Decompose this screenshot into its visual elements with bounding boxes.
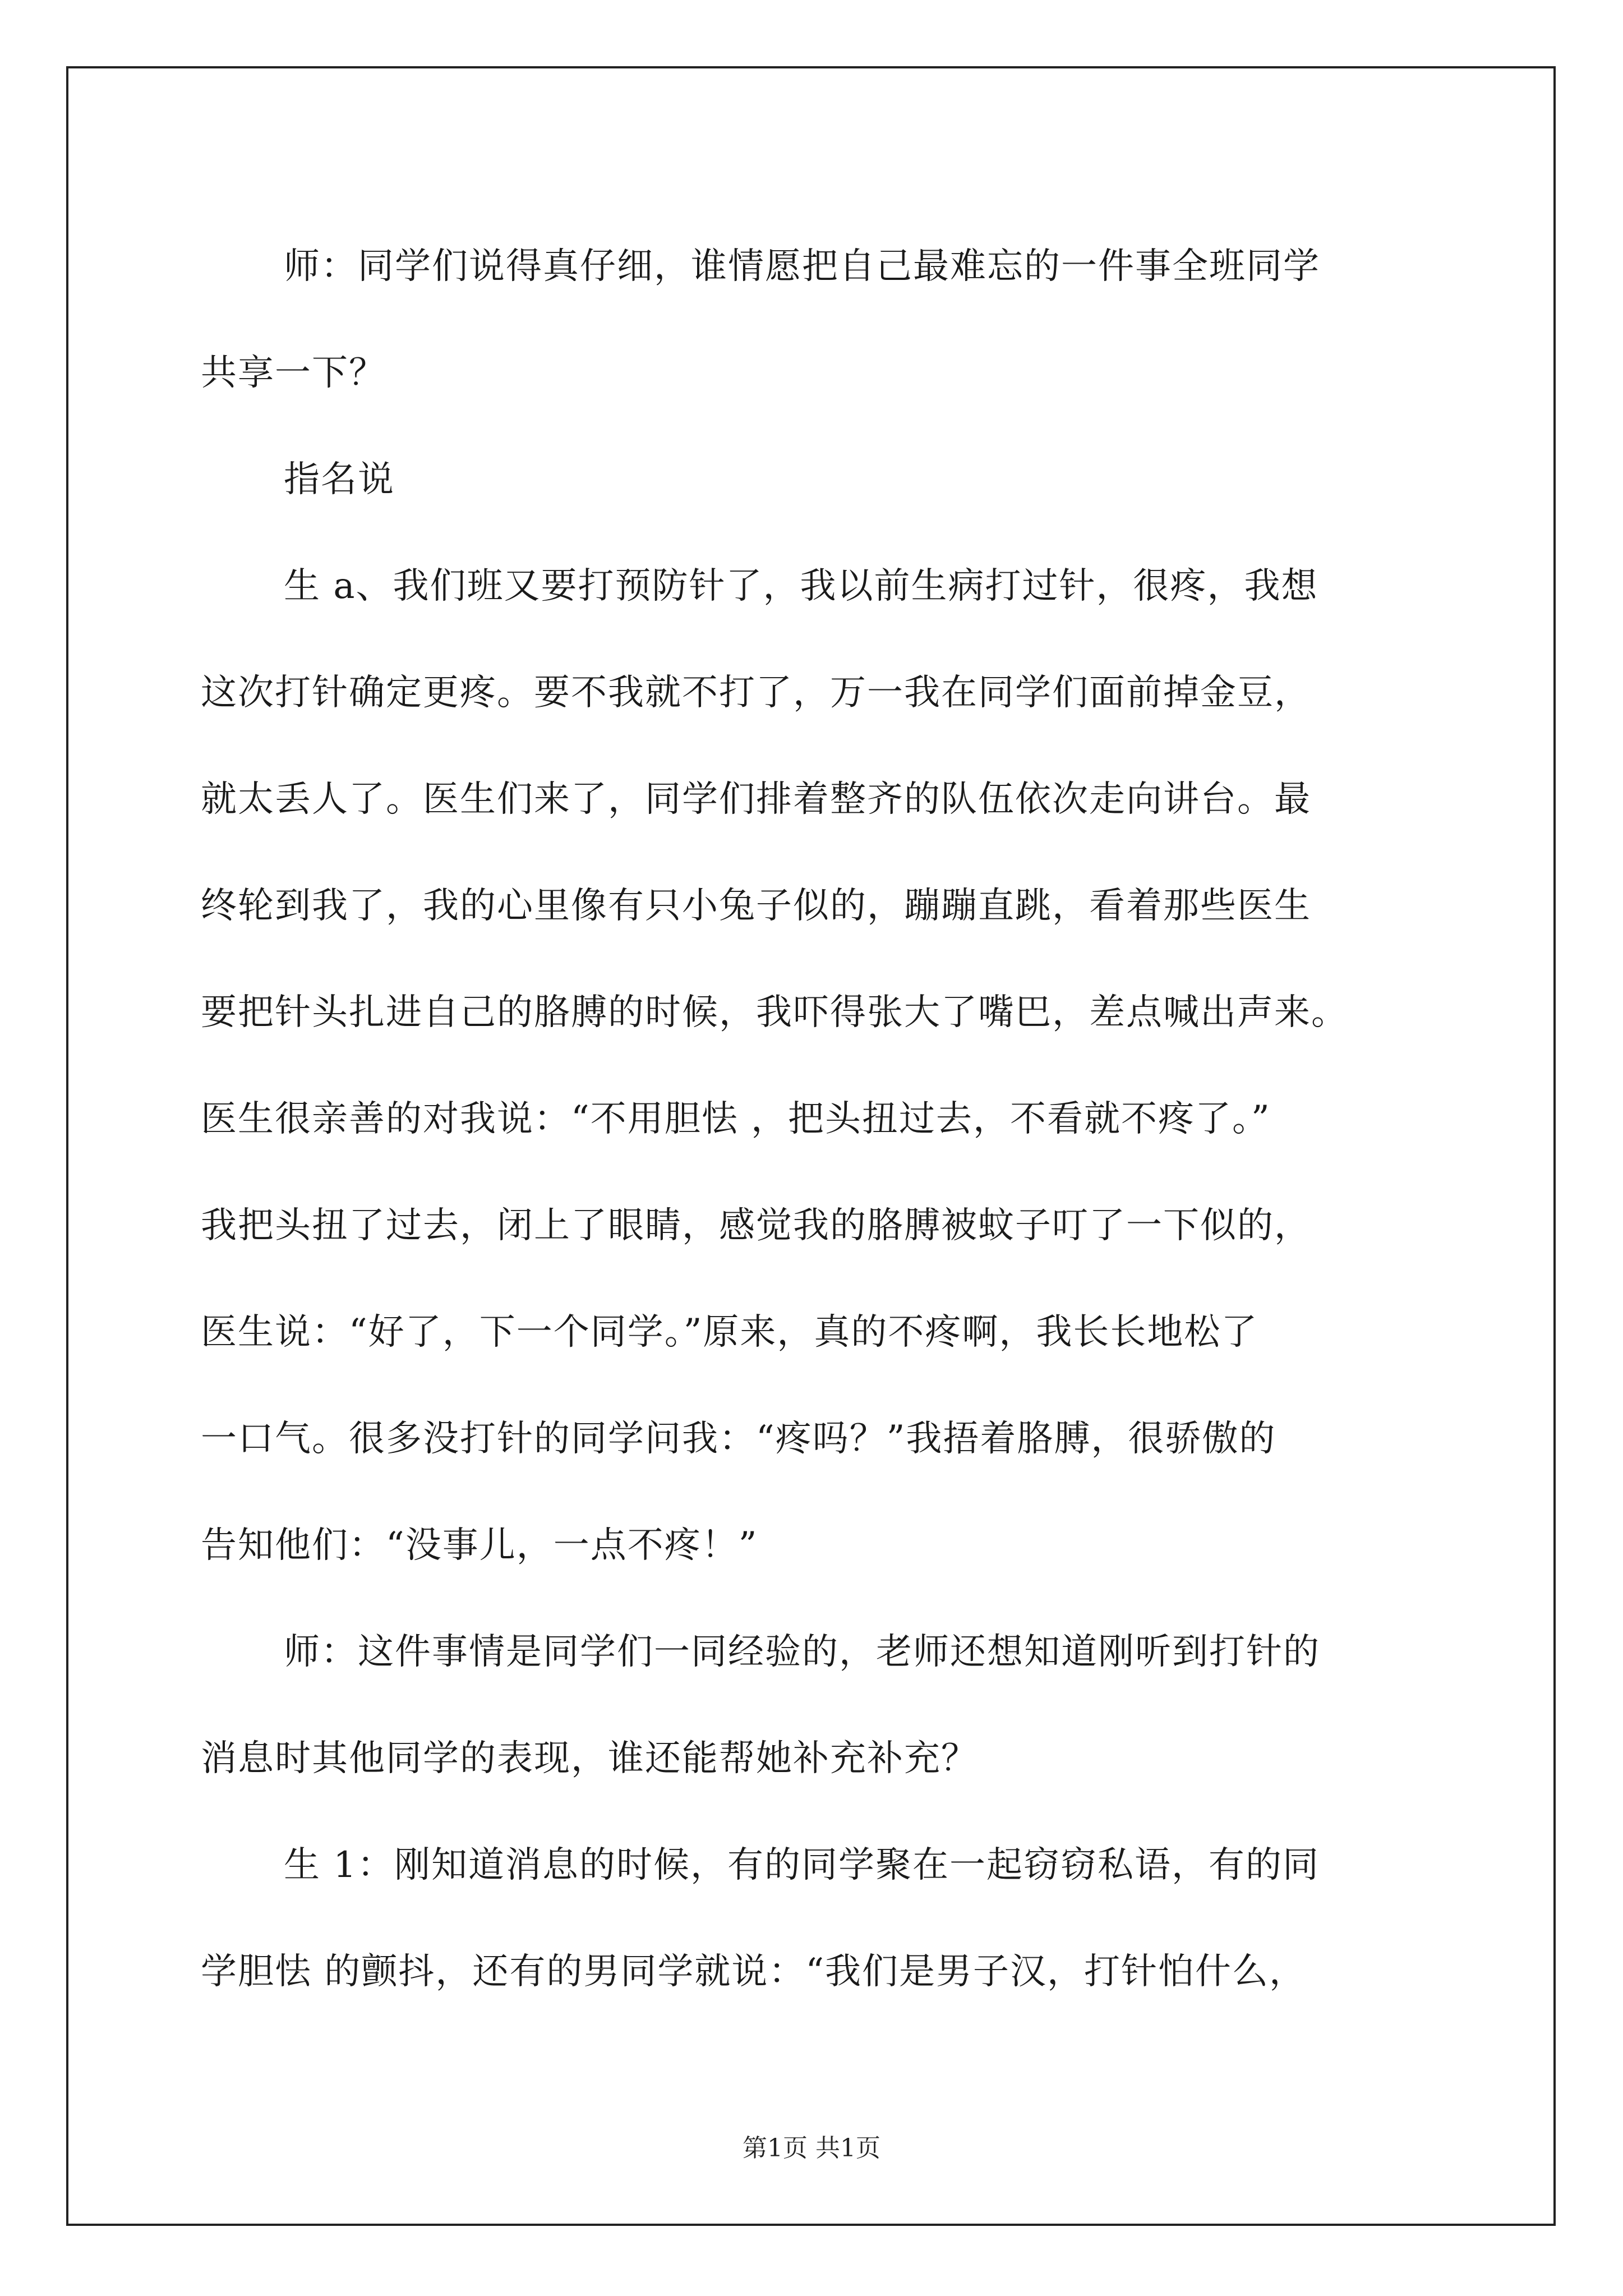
text-line: 告知他们：“没事儿，一点不疼！” (201, 1525, 758, 1566)
text-line: 生 1：刚知道消息的时候，有的同学聚在一起窃窃私语，有的同 (284, 1844, 1320, 1886)
text-line: 共享一下？ (201, 352, 386, 394)
text-line: 这次打针确定更疼。要不我就不打了，万一我在同学们面前掉金豆， (201, 672, 1311, 714)
text-line: 一口气。很多没打针的同学问我：“疼吗？”我捂着胳膊，很骄傲的 (201, 1418, 1276, 1460)
text-line: 医生很亲善的对我说：“不用胆怯 ，把头扭过去，不看就不疼了。” (201, 1098, 1271, 1140)
text-line: 我把头扭了过去，闭上了眼睛，感觉我的胳膊被蚊子叮了一下似的， (201, 1205, 1311, 1246)
text-line: 要把针头扎进自己的胳膊的时候，我吓得张大了嘴巴，差点喊出声来。 (201, 992, 1348, 1033)
text-line: 师：这件事情是同学们一同经验的，老师还想知道刚听到打针的 (284, 1631, 1320, 1673)
text-line: 就太丢人了。医生们来了，同学们排着整齐的队伍依次走向讲台。最 (201, 779, 1311, 820)
text-line: 生 a、我们班又要打预防针了，我以前生病打过针，很疼，我想 (284, 565, 1318, 607)
document-body (201, 213, 1435, 2025)
text-line: 师：同学们说得真仔细，谁情愿把自己最难忘的一件事全班同学 (284, 246, 1320, 287)
text-line: 终轮到我了，我的心里像有只小兔子似的，蹦蹦直跳，看着那些医生 (201, 885, 1311, 927)
text-line: 消息时其他同学的表现，谁还能帮她补充补充？ (201, 1738, 978, 1779)
text-line: 学胆怯 的颤抖，还有的男同学就说：“我们是男子汉，打针怕什么， (201, 1951, 1307, 1993)
page-number: 第1页 共1页 (743, 2134, 880, 2162)
text-line: 指名说 (284, 459, 395, 500)
text-line: 医生说：“好了，下一个同学。”原来，真的不疼啊，我长长地松了 (201, 1312, 1258, 1353)
